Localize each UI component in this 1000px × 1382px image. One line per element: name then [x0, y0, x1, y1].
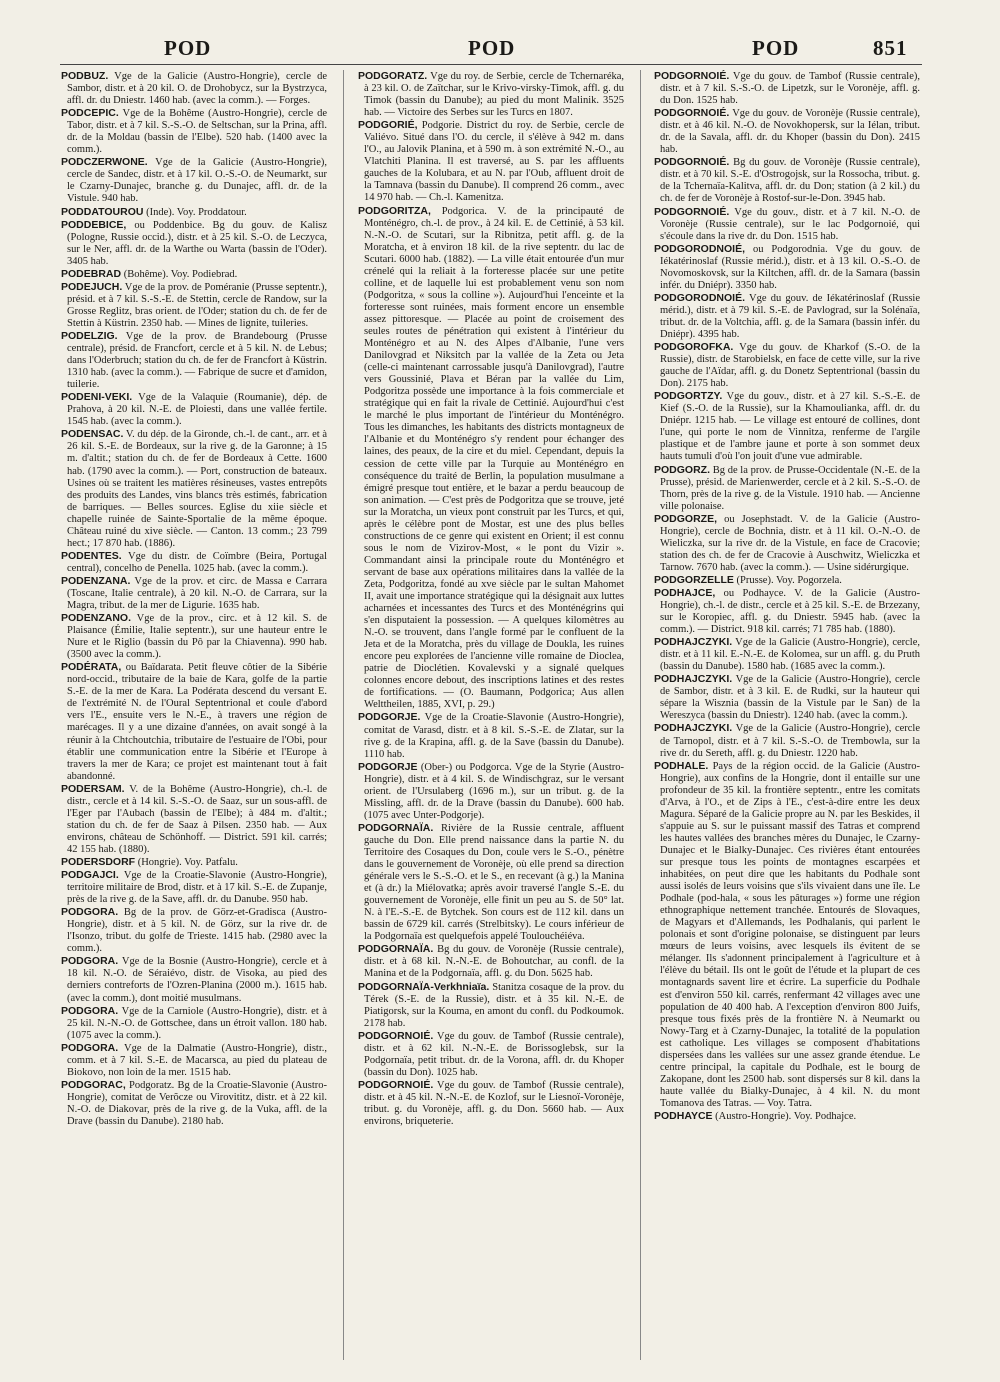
dictionary-entry — [358, 761, 624, 822]
entry-headword: PODENI-VEKI. — [61, 391, 133, 404]
dictionary-entry — [654, 722, 920, 759]
entry-headword: PODGORNAÏA. — [358, 821, 434, 834]
dictionary-entry — [61, 869, 327, 906]
entry-headword: PODHAJCZYKI. — [654, 636, 733, 649]
entry-headword: PODGORTZY. — [654, 390, 723, 403]
entry-text: (Bohême). Voy. Podiebrad. — [123, 268, 238, 280]
dictionary-entry — [654, 636, 920, 673]
dictionary-entry — [61, 1005, 327, 1042]
entry-headword: PODHAJCZYKI. — [654, 722, 733, 735]
entry-text: Rivière de la Russie centrale, affluent gauche du Don. Elle prend naissance dans la partie N. du Territoire des Cosaques du Don, coule vers le S.-O., pénètre dans le gouvernement de Voronèje, où elle prend sa direction générale vers le S.-S.-O. et le S., en recevant (à g.) la Manina et (à dr.) la Miélovatka; après avoir traversé l'angle S.-E. du gouvernement de Voronèje, elle finit un peu au S. de 50° lat. N. à l'E.-S.-E. de Bytchek. Son cours est de 112 kil. dans un bassin de 6729 kil. carrés (Strelbitsky). Le cours inférieur de la Podgornaïa est quelquefois appelé Toulouchéiéva. — [364, 822, 624, 943]
entry-headword: PODELZIG. — [61, 329, 118, 342]
dictionary-entry — [61, 268, 327, 281]
dictionary-entry — [61, 1042, 327, 1079]
entry-headword: PODGORA. — [61, 1004, 119, 1017]
entry-text: ou Baïdarata. Petit fleuve côtier de la Sibérie nord-occid., tributaire de la baie de Kara, golfe de la partie S.-E. de la mer de Kara. La Podérata descend du versant E. de l'extrémité N. de l'Oural Septentrional et coule d'abord vers l'E., ensuite vers le N.-E., à travers une région de marécages. Il y a une dizaine d'années, on avait songé à la réunir à la Chtchoutchia, tributaire de l'estuaire de l'Obi, pour établir une communication entre la Sibérie et l'Europe à travers la mer de Kara; ce projet est maintenant tout à fait abandonné. — [67, 662, 327, 782]
column-divider — [343, 70, 344, 1360]
dictionary-entry — [654, 464, 920, 513]
dictionary-entry — [61, 856, 327, 869]
entry-headword: PODGORNOIÉ. — [358, 1078, 434, 1091]
entry-text: Vge du gouv. de Iékatérinoslaf (Russie mérid.), distr. et à 79 kil. S.-E. de Pavlograd, sur la Solénaïa, tribut. dr. de la Voltchia, affl. g. de la Samara (bassin infér. du Dniépr). 4395 hab. — [660, 292, 920, 340]
entry-headword: PODENSAC. — [61, 428, 124, 441]
entry-text: Vge de la prov. de Poméranie (Prusse septentr.), présid. et à 7 kil. S.-S.-E. de Stettin, cercle de Randow, sur la Grosse Reglitz, bras orient. de l'Oder; station du ch. de fer de Stettin à Küstrin. 2350 hab. — Mines de lignite, tuileries. — [67, 281, 327, 329]
dictionary-entry — [61, 391, 327, 428]
entry-headword: PODEJUCH. — [61, 280, 123, 293]
dictionary-entry — [654, 587, 920, 636]
entry-text: Vge de la Bosnie (Austro-Hongrie), cercle et à 18 kil. N.-O. de Séraiévo, distr. de Visoka, au pied des derniers contreforts de l'Ozren-Planina (2000 m.). 1615 hab. (avec la comm.), dont moitié musulmans. — [67, 956, 328, 1004]
entry-text: Vge de la Dalmatie (Austro-Hongrie), distr., comm. et à 7 kil. S.-E. de Macarsca, au pied du plateau de Biokovo, non loin de la mer. 1515 hab. — [67, 1042, 327, 1078]
entry-text: Podgoratz. Bg de la Croatie-Slavonie (Austro-Hongrie), comitat de Verõcze ou Virovititz, distr. et à 22 kil. N.-O. de Diakovar, près de la rive g. de la Vuka, affl. de la Drave (bassin du Danube). 2180 hab. — [67, 1079, 327, 1127]
entry-text: (Prusse). Voy. Pogorzela. — [736, 574, 842, 586]
entry-headword: PODERSDORF — [61, 856, 136, 868]
entry-text: ou Poddenbice. Bg du gouv. de Kalisz (Pologne, Russie occid.), distr. et à 25 kil. S.-O. de Leczyca, sur le Ner, affl. dr. de la Warthe ou Warta (bassin de l'Oder). 3405 hab. — [67, 219, 327, 267]
dictionary-entry — [358, 981, 624, 1030]
dictionary-entry — [61, 428, 327, 549]
entry-headword: PODGORATZ. — [358, 70, 428, 82]
entry-text: Vge de la Galicie (Austro-Hongrie), cercle de Tarnopol, distr. et à 7 kil. S.-S.-O. de Trembowla, sur la rive dr. du Sereth, affl. g. du Dniestr. 1220 hab. — [660, 723, 920, 759]
dictionary-entry — [654, 760, 920, 1110]
dictionary-entry — [654, 107, 920, 156]
dictionary-entry — [358, 119, 624, 204]
entry-headword: PODGORNAÏA-Verkhniaïa. — [358, 980, 490, 993]
dictionary-entry — [358, 822, 624, 943]
running-head-left: POD — [164, 36, 212, 60]
dictionary-entry — [358, 1079, 624, 1128]
entry-text: Vge du roy. de Serbie, cercle de Tchernaréka, à 23 kil. O. de Zaïtchar, sur le Krivo-virsky-Timok, affl. g. du Timok (bassin du Danube); au pied du mont Malinik. 3525 hab. — Victoire des Serbes sur les Turcs en 1807. — [364, 71, 625, 119]
entry-headword: PODGORODNOIÉ, — [654, 242, 746, 255]
entry-text: Vge de la Carniole (Austro-Hongrie), distr. et à 25 kil. N.-N.-O. de Gottschee, dans un étroit vallon. 180 hab. (1075 avec la comm.). — [67, 1005, 327, 1041]
entry-text: ou Josephstadt. V. de la Galicie (Austro-Hongrie), cercle de Bochnia, distr. et à 11 kil. O.-N.-O. de Wieliczka, sur la rive dr. de la Vistule, en face de Cracovie; station des ch. de fer de Cracovie à Auschwitz, Wieliczka et Tarnow. 7670 hab. (avec la comm.). — Usine sidérurgique. — [660, 513, 920, 573]
entry-text: Bg de la prov. de Prusse-Occidentale (N.-E. de la Prusse), présid. de Marienwerder, cercle et à 2 kil. S.-S.-O. de Thorn, près de la rive g. de la Vistule. 1910 hab. — Ancienne ville polonaise. — [660, 464, 921, 512]
entry-headword: PODDEBICE, — [61, 218, 127, 231]
dictionary-entry — [654, 1110, 920, 1123]
dictionary-entry — [654, 341, 920, 390]
dictionary-entry — [61, 107, 327, 156]
dictionary-entry — [61, 661, 327, 782]
dictionary-entry — [61, 955, 327, 1004]
entry-headword: PODGORNOIÉ. — [654, 205, 730, 218]
entry-text: Vge du gouv. de Voronèje (Russie centrale), distr. et à 46 kil. N.-O. de Novokhopersk, sur la Iélan, tribut. dr. de la Savala, affl. dr. du Khoper (bassin du Don). 2415 hab. — [660, 108, 921, 156]
dictionary-entry — [61, 550, 327, 575]
entry-text: V. du dép. de la Gironde, ch.-l. de cant., arr. et à 26 kil. S.-E. de Bordeaux, sur la rive g. de la Garonne; à 15 m. d'altit.; station du ch. de fer de Bordeaux à Cette. 1600 hab. (1790 avec la comm.). — Port, construction de bateaux. Usines où se traitent les matières résineuses, vastes entrepôts des produits des Landes, vins blancs très estimés, fabrication de barriques. — Belles sources. Eglise du xiie siècle et chapelle ruinée de Sainte-Sportalie de la même époque. Château ruiné du xive siècle. — Canton. 13 comm.; 23 799 hect.; 17 870 hab. (1886). — [67, 429, 328, 549]
entry-text: Vge de la Galicie (Austro-Hongrie), cercle de Sambor, distr. et à 20 kil. O. de Drohobycz, sur la Bystrzyca, affl. dr. du Dniestr. 1460 hab. (avec la comm.). — Forges. — [67, 71, 328, 107]
dictionary-entry — [654, 673, 920, 722]
entry-headword: PODGORA. — [61, 906, 119, 919]
dictionary-entry — [654, 390, 920, 463]
entry-text: Vge du gouv. de Tambof (Russie centrale), distr. et à 45 kil. N.-N.-E. de Kozlof, sur le Liesnoï-Voronèje, tribut. g. du Voronèje, affl. g. du Don. 5660 hab. — Aux environs, briqueterie. — [364, 1079, 624, 1128]
dictionary-entry — [654, 243, 920, 292]
entry-text: Vge du gouv. de Kharkof (S.-O. de la Russie), distr. de Starobielsk, en face de cette ville, sur la rive gauche de l'Aïdar, affl. g. du Donetz Septentrional (bassin du Don). 2175 hab. — [660, 342, 920, 390]
running-head-center: POD — [468, 36, 516, 60]
entry-headword: PODEBRAD — [61, 267, 122, 280]
running-head-right: POD — [752, 36, 800, 60]
dictionary-entry — [61, 156, 327, 205]
entry-text: Vge de la Croatie-Slavonie (Austro-Hongrie), territoire militaire de Brod, distr. et à 17 kil. S.-E. de Zupanje, près de la rive g. de la Save, affl. dr. du Danube. 950 hab. — [67, 870, 328, 906]
dictionary-entry — [654, 574, 920, 587]
entry-text: Vge de la Bohême (Austro-Hongrie), cercle de Tabor, distr. et à 7 kil. S.-S.-O. de Seltschan, sur la Prina, affl. dr. de la Moldau (bassin de l'Elbe). 520 hab. (1400 avec la comm.). — [67, 108, 328, 156]
dictionary-entry — [358, 943, 624, 980]
entry-headword: PODGOROFKA. — [654, 341, 734, 354]
entry-text: (Inde). Voy. Proddatour. — [146, 206, 247, 218]
entry-headword: PODGORNOIÉ. — [358, 1029, 434, 1042]
entry-headword: PODCEPIC. — [61, 107, 119, 120]
dictionary-entry — [654, 292, 920, 341]
entry-text: Vge du gouv., distr. et à 7 kil. N.-O. de Voronèje (Russie centrale), sur le lac Podgornoié, qui s'écoule dans la rive dr. du Don. 1515 hab. — [660, 206, 921, 242]
entry-text: Vge de la Galicie (Austro-Hongrie), cercle de Sandec, distr. et à 17 kil. O.-S.-O. de Neumarkt, sur le Czarny-Dunajec, branche g. du Dunajec, affl. dr. de la Vistule. 940 hab. — [67, 157, 327, 205]
entry-headword: PODGORNOIÉ. — [654, 156, 730, 169]
entry-text: Vge de la prov. de Brandebourg (Prusse centrale), présid. de Francfort, cercle et à 5 kil. N. de Lebus; dans l'Oderbruch; station du ch. de fer de Francfort à Küstrin. 1310 hab. (avec la comm.). — Fabrique de sucre et d'amidon, tuilerie. — [67, 330, 327, 391]
entry-text: Vge du distr. de Coïmbre (Beira, Portugal central), concelho de Penella. 1025 hab. (avec la comm.). — [67, 550, 327, 574]
entry-text: Vge de la Croatie-Slavonie (Austro-Hongrie), comitat de Varasd, distr. et à 8 kil. S.-S.-E. de Zlatar, sur la rive g. de la Krapina, affl. g. de la Save (bassin du Danube). 1110 hab. — [364, 712, 625, 760]
entry-headword: PODCZERWONE. — [61, 156, 148, 169]
entry-headword: PODGORJE. — [358, 711, 421, 724]
entry-headword: PODENTES. — [61, 549, 122, 562]
entry-headword: PODGAJCI. — [61, 869, 119, 882]
entry-headword: PODGORAC, — [61, 1078, 126, 1091]
entry-headword: PODENZANA. — [61, 574, 131, 587]
entry-headword: PODGORNOIÉ. — [654, 70, 730, 82]
entry-text: (Ober-) ou Podgorca. Vge de la Styrie (Austro-Hongrie), distr. et à 4 kil. S. de Windischgraz, sur le versant orient. de l'Ursulaberg (1696 m.), sur un tribut. g. de la Missling, affl. dr. de la Drave (bassin du Danube). 600 hab. (1075 avec Unter-Podgorje). — [364, 761, 625, 821]
dictionary-entry — [654, 513, 920, 574]
entry-text: ou Podgorodnia. Vge du gouv. de Iékatérinoslaf (Russie mérid.), distr. et à 13 kil. O.-S.-O. de Novomoskovsk, sur la Kiltchen, affl. dr. de la Samara (bassin infér. du Dniépr). 3350 hab. — [660, 243, 920, 291]
column-3 — [654, 70, 920, 1123]
header-rule — [60, 64, 922, 65]
dictionary-entry — [654, 156, 920, 205]
entry-text: Vge de la prov. et circ. de Massa e Carrara (Toscane, Italie centrale), à 20 kil. N.-O. de Carrara, sur la Magra, tribut. de la mer de Ligurie. 1635 hab. — [67, 575, 328, 612]
dictionary-entry — [61, 281, 327, 330]
dictionary-entry — [61, 206, 327, 219]
entry-text: Stanitza cosaque de la prov. du Térek (S.-E. de la Russie), distr. et à 35 kil. N.-E. de Piatigorsk, sur la Kouma, en amont du confl. du Podkoumok. 2178 hab. — [364, 981, 624, 1029]
dictionary-entry — [358, 205, 624, 712]
dictionary-entry — [358, 711, 624, 760]
entry-text: (Austro-Hongrie). Voy. Podhajce. — [715, 1110, 857, 1122]
entry-text: Vge du gouv., distr. et à 27 kil. S.-S.-E. de Kief (S.-O. de la Russie), sur la Khamoulianka, affl. dr. du Dniépr. 1215 hab. — Le village est entouré de collines, dont l'une, qui porte le nom de Vinnitza, renferme de l'argile plastique et de l'ambre jaune et porte à son sommet deux hauts tumuli d'où l'on jouit d'une vue admirable. — [660, 391, 921, 463]
column-2 — [358, 70, 624, 1128]
entry-text: Vge du gouv. de Tambof (Russie centrale), distr. et à 7 kil. S.-S.-O. de Lipetzk, sur le Voronèje, affl. g. du Don. 1525 hab. — [660, 71, 920, 107]
dictionary-entry — [61, 1079, 327, 1128]
dictionary-entry — [61, 70, 327, 107]
dictionary-entry — [358, 1030, 624, 1079]
entry-text: Bg du gouv. de Voronèje (Russie centrale), distr. et à 68 kil. N.-N.-E. de Bohoutchar, au confl. de la Manina et de la Podgornaïa, affl. g. du Don. 5625 hab. — [364, 944, 624, 980]
dictionary-entry — [358, 70, 624, 119]
entry-text: Vge du gouv. de Tambof (Russie centrale), distr. et à 62 kil. N.-N.-E. de Borissoglebsk, sur la Podgornaïa, petit tribut. dr. de la Vorona, affl. dr. du Khoper (bassin du Don). 1025 hab. — [364, 1030, 624, 1078]
dictionary-entry — [61, 330, 327, 391]
dictionary-entry — [61, 783, 327, 856]
dictionary-entry — [61, 612, 327, 661]
entry-text: V. de la Bohême (Austro-Hongrie), ch.-l. de distr., cercle et à 14 kil. S.-S.-O. de Saaz, sur un sous-affl. de l'Eger par l'Aubach (bassin de l'Elbe); à 484 m. d'altit.; station du ch. de fer de Saaz à Pilsen. 2350 hab. — Aux environs, château de Schönhoff. — District. 591 kil. carrés; 42 155 hab. (1880). — [67, 783, 327, 855]
entry-text: Pays de la région occid. de la Galicie (Austro-Hongrie), aux confins de la Hongrie, dont il entaille sur une profondeur de 35 kil. la frontière septentr., entre les comitats d'Arva, à l'O., et de Zips à l'E., c'est-à-dire entre les deux Magura. Séparé de la Galicie propre au N. par les Beskides, il s'appuie au S. sur le puissant massif des Tatras et comprend les hautes vallées des branches mères du Dunajec, le Czarny-Dunajec et le Bialky-Dunajec. Ces rivières étant entourées sur presque tous les points de montagnes escarpées et inhabitées, on peut dire que les habitants du Podhale sont aussi isolés de leurs voisins que s'ils vivaient dans une île. Le Podhale (pod-hala, « sous les pâturages ») forme une région ethnographique nettement tranchée. Entourés de Slovaques, de Magyars et d'Allemands, les Podhalanis, qui parlent le polonais et sont d'origine polonaise, se distinguent par leurs mœurs de leurs voisins, avec lesquels ils évitent de se mélanger. Ils s'adonnent principalement à l'agriculture et à l'élève du bétail. Ils ont le goût de l'étude et la plupart de ces montagnards savent lire et écrire. La superficie du Podhale est d'environ 550 kil. carrés, renfermant 42 villages avec une population de 40 400 hab. A l'exception d'environ 800 Juifs, presque tous fixés près de la frontière N. à Neumarkt ou Nowy-Targ et à Czarny-Dunajec, la totalité de la population est catholique. Les villages se composent d'habitations dispersées dans les vallées sur une assez grande étendue. Le centre principal, la capitale du Podhale, est le bourg de Zakopane, dont les 2500 hab. sont dispersés sur 8 kil. dans la haute vallée du Bialky-Dunajec, à 4 kil. N. du mont Tomanova des Tatras. — Voy. Tatra. — [660, 760, 920, 1109]
entry-headword: PODGORJE — [358, 760, 418, 773]
dictionary-entry — [61, 906, 327, 955]
entry-headword: PODHALE. — [654, 759, 709, 772]
entry-text: Vge de la Galicie (Austro-Hongrie), cercle de Sambor, distr. et à 3 kil. E. de Rudki, sur la hauteur qui sépare la Wisznia (bassin de la Vistule par le San) de la Wereszyca (bassin du Dniestr). 1240 hab. (avec la comm.). — [660, 674, 920, 722]
dictionary-entry — [61, 575, 327, 612]
entry-headword: PODGORIÉ, — [358, 119, 418, 132]
entry-headword: PODGORNOIÉ. — [654, 107, 730, 120]
entry-text: Podgorica. V. de la principauté de Monténégro, ch.-l. de prov., à 24 kil. E. de Cettinié, à 53 kil. N.-N.-O. de Scutari, sur la Ribnitza, petit affl. g. de la Moratcha, et à environ 18 kil. de la rive septentr. du lac de Scutari. 6000 hab. (1882). — La ville était entourée d'un mur crénelé qui la reliait à la forteresse placée sur une petite colline, et de laquelle lui est probablement venu son nom (Podgoritza, « sous la colline »). Aujourd'hui l'enceinte et la forteresse sont ruinées, mais forment encore un ensemble assez pittoresque. — Placée au point de croisement des seules routes de pénétration qui existent à l'intérieur du Monténégro et au N. des Alpes d'Albanie, l'une vers Danilovgrad et Niksitch par la vallée de la Zeta ou Jeta (celle-ci maintenant carrossable jusqu'à Danilovgrad), l'autre vers Goussinié, Plava et Béran par la vallée du Lim, Podgoritza possède une importance à la fois commerciale et stratégique qui en fait la rivale de Cettinié. Aujourd'hui c'est le marché le plus important de l'intérieur du Monténégro. Tous les dimanches, les habitants des districts montagneux de l'Albanie et du Monténégro s'y rendent pour échanger des laines, des peaux, de la cire et du miel. Cependant, depuis la cession de cette ville par la Turquie au Monténégro en conséquence du traité de Berlin, la population musulmane a émigré presque tout entière, et le bazar a perdu beaucoup de son animation. — C'est près de Podgoritza que se trouve, jeté sur la Moratcha, un vieux pont construit par les Turcs, et qui, après le célèbre pont de Mostar, est une des plus belles constructions de ce genre qui existent en Orient; il est connu sous le nom de Vizirov-Most, « le pont du Vizir ». Commandant ainsi la principale route du Monténégro et servant de base aux opérations militaires dans la vallée de la Zeta, Podgoritza, fondé au xve siècle par le sultan Mahomet II, avait une importance stratégique qui la désignait aux luttes acharnées et incessantes des Turcs et des Monténégrins qui s'en disputaient la possession. — A quelques kilomètres au N.-O. se trouvent, dans l'angle formé par le confluent de la Jeta et de la Moratcha, près du village de Doukla, les ruines encore peu explorées de l'ancienne ville romaine de Dioclea, patrie de Dioclétien. Kovalevski y a signalé quelques colonnes encore debout, des inscriptions latines et des restes de fortifications. — (O. Baumann, Podgorica; Aus allen Welttheilen, 1885, XVI, p. 29.) — [364, 205, 624, 711]
entry-headword: PODGORZELLE — [654, 573, 734, 586]
entry-text: ou Podhayce. V. de la Galicie (Austro-Hongrie), ch.-l. de distr., cercle et à 25 kil. S.-E. de Brzezany, sur le Koropiec, affl. g. du Dniestr. 5945 hab. (avec la comm.). — District. 918 kil. carrés; 71 785 hab. (1880). — [660, 587, 920, 636]
entry-headword: PODDATOUROU — [61, 205, 144, 218]
entry-text: Podgorie. District du roy. de Serbie, cercle de Valiévo. Situé dans l'O. du cercle, il s'élève à 942 m. dans l'O., au Jalovik Planina, et à 590 m. à son extrémité N.-O., au Vlatchiti Planina. Il est traversé, au S. par les affluents gauches de la Kolubara, et au N. par l'Oub, affluent droit de la Tamnava (bassin du Danube). Il comprend 26 comm., avec 14 970 hab. — Ch.-l. Kamenitza. — [364, 120, 624, 204]
entry-headword: PODGORITZA, — [358, 204, 431, 217]
dictionary-entry — [654, 206, 920, 243]
dictionary-entry — [654, 70, 920, 107]
page-number: 851 — [873, 36, 908, 60]
entry-text: Vge de la Galicie (Austro-Hongrie), cercle, distr. et à 11 kil. E.-N.-E. de Kolomea, sur un affl. g. du Pruth (bassin du Danube). 1580 hab. (1685 avec la comm.). — [660, 637, 920, 673]
entry-text: Bg de la prov. de Görz-et-Gradisca (Austro-Hongrie), distr. et à 5 kil. N. de Görz, sur la rive dr. de l'Isonzo, tribut. du golfe de Trieste. 1415 hab. (2980 avec la comm.). — [67, 907, 328, 955]
entry-text: Bg du gouv. de Voronèje (Russie centrale), distr. et à 70 kil. S.-E. d'Ostrogojsk, sur la Rossocha, tribut. g. de la Tchernaïa-Kalitva, affl. dr. du Don; station (à 2 kil.) du ch. de fer de Voronèje à Rostof-sur-le-Don. 3945 hab. — [660, 157, 920, 205]
entry-headword: PODGORNAÏA. — [358, 943, 434, 956]
column-1 — [61, 70, 327, 1128]
entry-headword: PODGORZ. — [654, 463, 711, 476]
entry-headword: PODÉRATA, — [61, 661, 122, 674]
entry-headword: PODENZANO. — [61, 612, 132, 625]
entry-headword: PODGORA. — [61, 955, 119, 968]
entry-headword: PODHAYCE — [654, 1109, 713, 1122]
column-divider — [640, 70, 641, 1360]
entry-headword: PODGORA. — [61, 1041, 119, 1054]
entry-headword: PODGORZE, — [654, 512, 718, 525]
entry-headword: PODERSAM. — [61, 782, 125, 795]
entry-headword: PODBUZ. — [61, 70, 109, 82]
entry-text: Vge de la Valaquie (Roumanie), dép. de Prahova, à 20 kil. N.-E. de Ploiesti, dans une vallée fertile. 1545 hab. (avec la comm.). — [67, 392, 328, 428]
entry-headword: PODGORODNOIÉ. — [654, 291, 746, 304]
entry-text: Vge de la prov., circ. et à 12 kil. S. de Plaisance (Émilie, Italie septentr.), sur une hauteur entre le Nure et le Riglio (bassin du Pô par la Chiavenna). 990 hab. (3500 avec la comm.). — [67, 613, 328, 661]
dictionary-entry — [61, 219, 327, 268]
entry-headword: PODHAJCZYKI. — [654, 673, 733, 686]
entry-headword: PODHAJCE, — [654, 586, 716, 599]
entry-text: (Hongrie). Voy. Patfalu. — [137, 857, 238, 868]
